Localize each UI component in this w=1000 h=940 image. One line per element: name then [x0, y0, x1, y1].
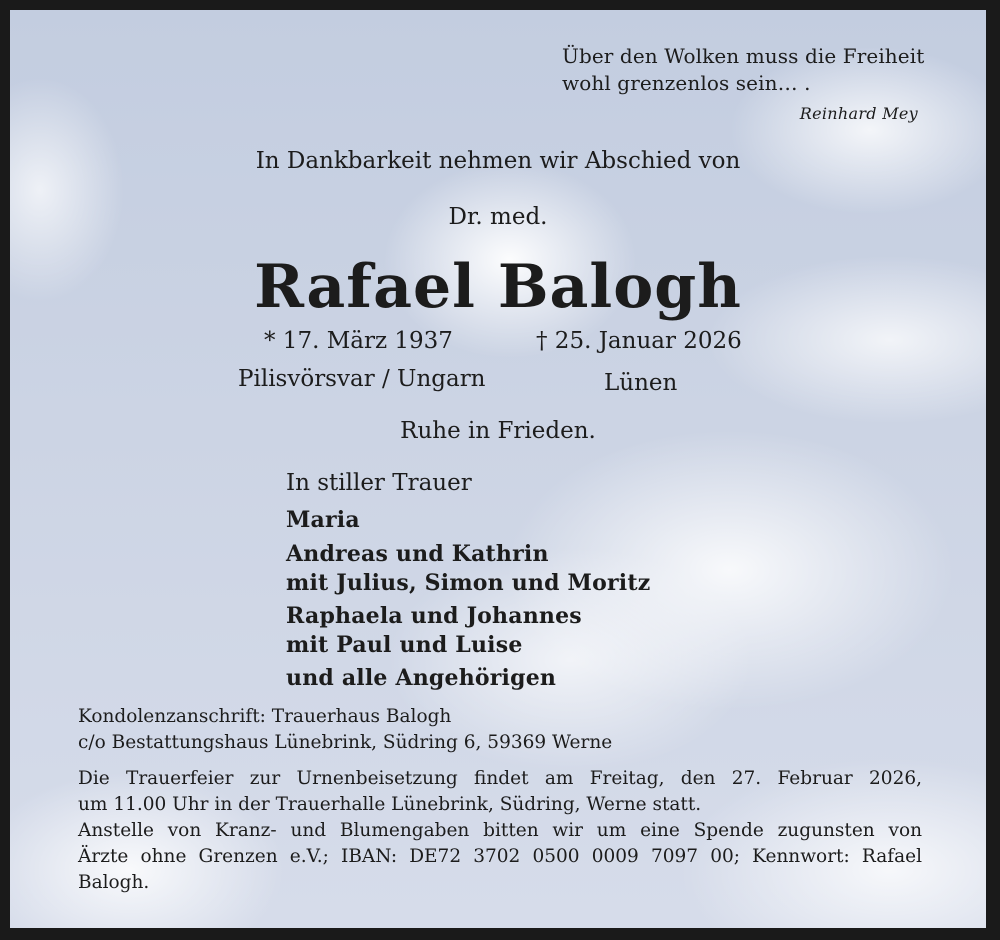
- family-group: [286, 540, 650, 598]
- donation-line: Ärzte ohne Grenzen e.V.; IBAN: DE72 3702 0500 0009 7097 00; Kennwort: Rafael: [78, 846, 922, 867]
- donation-line: Balogh.: [78, 872, 150, 893]
- family-member: Raphaela und Johannes: [286, 603, 582, 629]
- family-member: Andreas und Kathrin: [286, 541, 549, 567]
- quote-line: wohl grenzenlos sein… .: [562, 71, 811, 95]
- address-line: Kondolenzanschrift: Trauerhaus Balogh: [78, 706, 452, 727]
- quote-line: Über den Wolken muss die Freiheit: [562, 44, 925, 68]
- family-group: [286, 602, 582, 660]
- family-children: mit Paul und Luise: [286, 632, 523, 658]
- family-member: Maria: [286, 507, 360, 533]
- donation-line: Anstelle von Kranz- und Blumengaben bitten wir um eine Spende zugunsten von: [78, 820, 922, 841]
- address-line: c/o Bestattungshaus Lünebrink, Südring 6, 59369 Werne: [78, 732, 613, 753]
- deceased-name: Rafael Balogh: [254, 252, 742, 322]
- family-children: mit Julius, Simon und Moritz: [286, 570, 651, 596]
- quote-author: Reinhard Mey: [799, 104, 918, 123]
- ceremony-line: um 11.00 Uhr in der Trauerhalle Lünebrink, Südring, Werne statt.: [78, 794, 702, 815]
- birth-date: * 17. März 1937: [264, 328, 453, 354]
- quote: [562, 43, 924, 97]
- intro-text: In Dankbarkeit nehmen wir Abschied von: [255, 148, 741, 174]
- birth-place: Pilisvörsvar / Ungarn: [238, 366, 486, 392]
- family-relatives: und alle Angehörigen: [286, 665, 557, 691]
- death-date: † 25. Januar 2026: [536, 328, 742, 354]
- death-place: Lünen: [604, 370, 678, 396]
- condolence-address: [78, 704, 612, 756]
- ceremony-line: Die Trauerfeier zur Urnenbeisetzung findet am Freitag, den 27. Februar 2026,: [78, 768, 922, 789]
- rest-in-peace: Ruhe in Frieden.: [400, 418, 596, 444]
- mourning-heading: In stiller Trauer: [286, 470, 472, 496]
- ceremony-info: [78, 766, 922, 896]
- academic-title: Dr. med.: [448, 204, 548, 230]
